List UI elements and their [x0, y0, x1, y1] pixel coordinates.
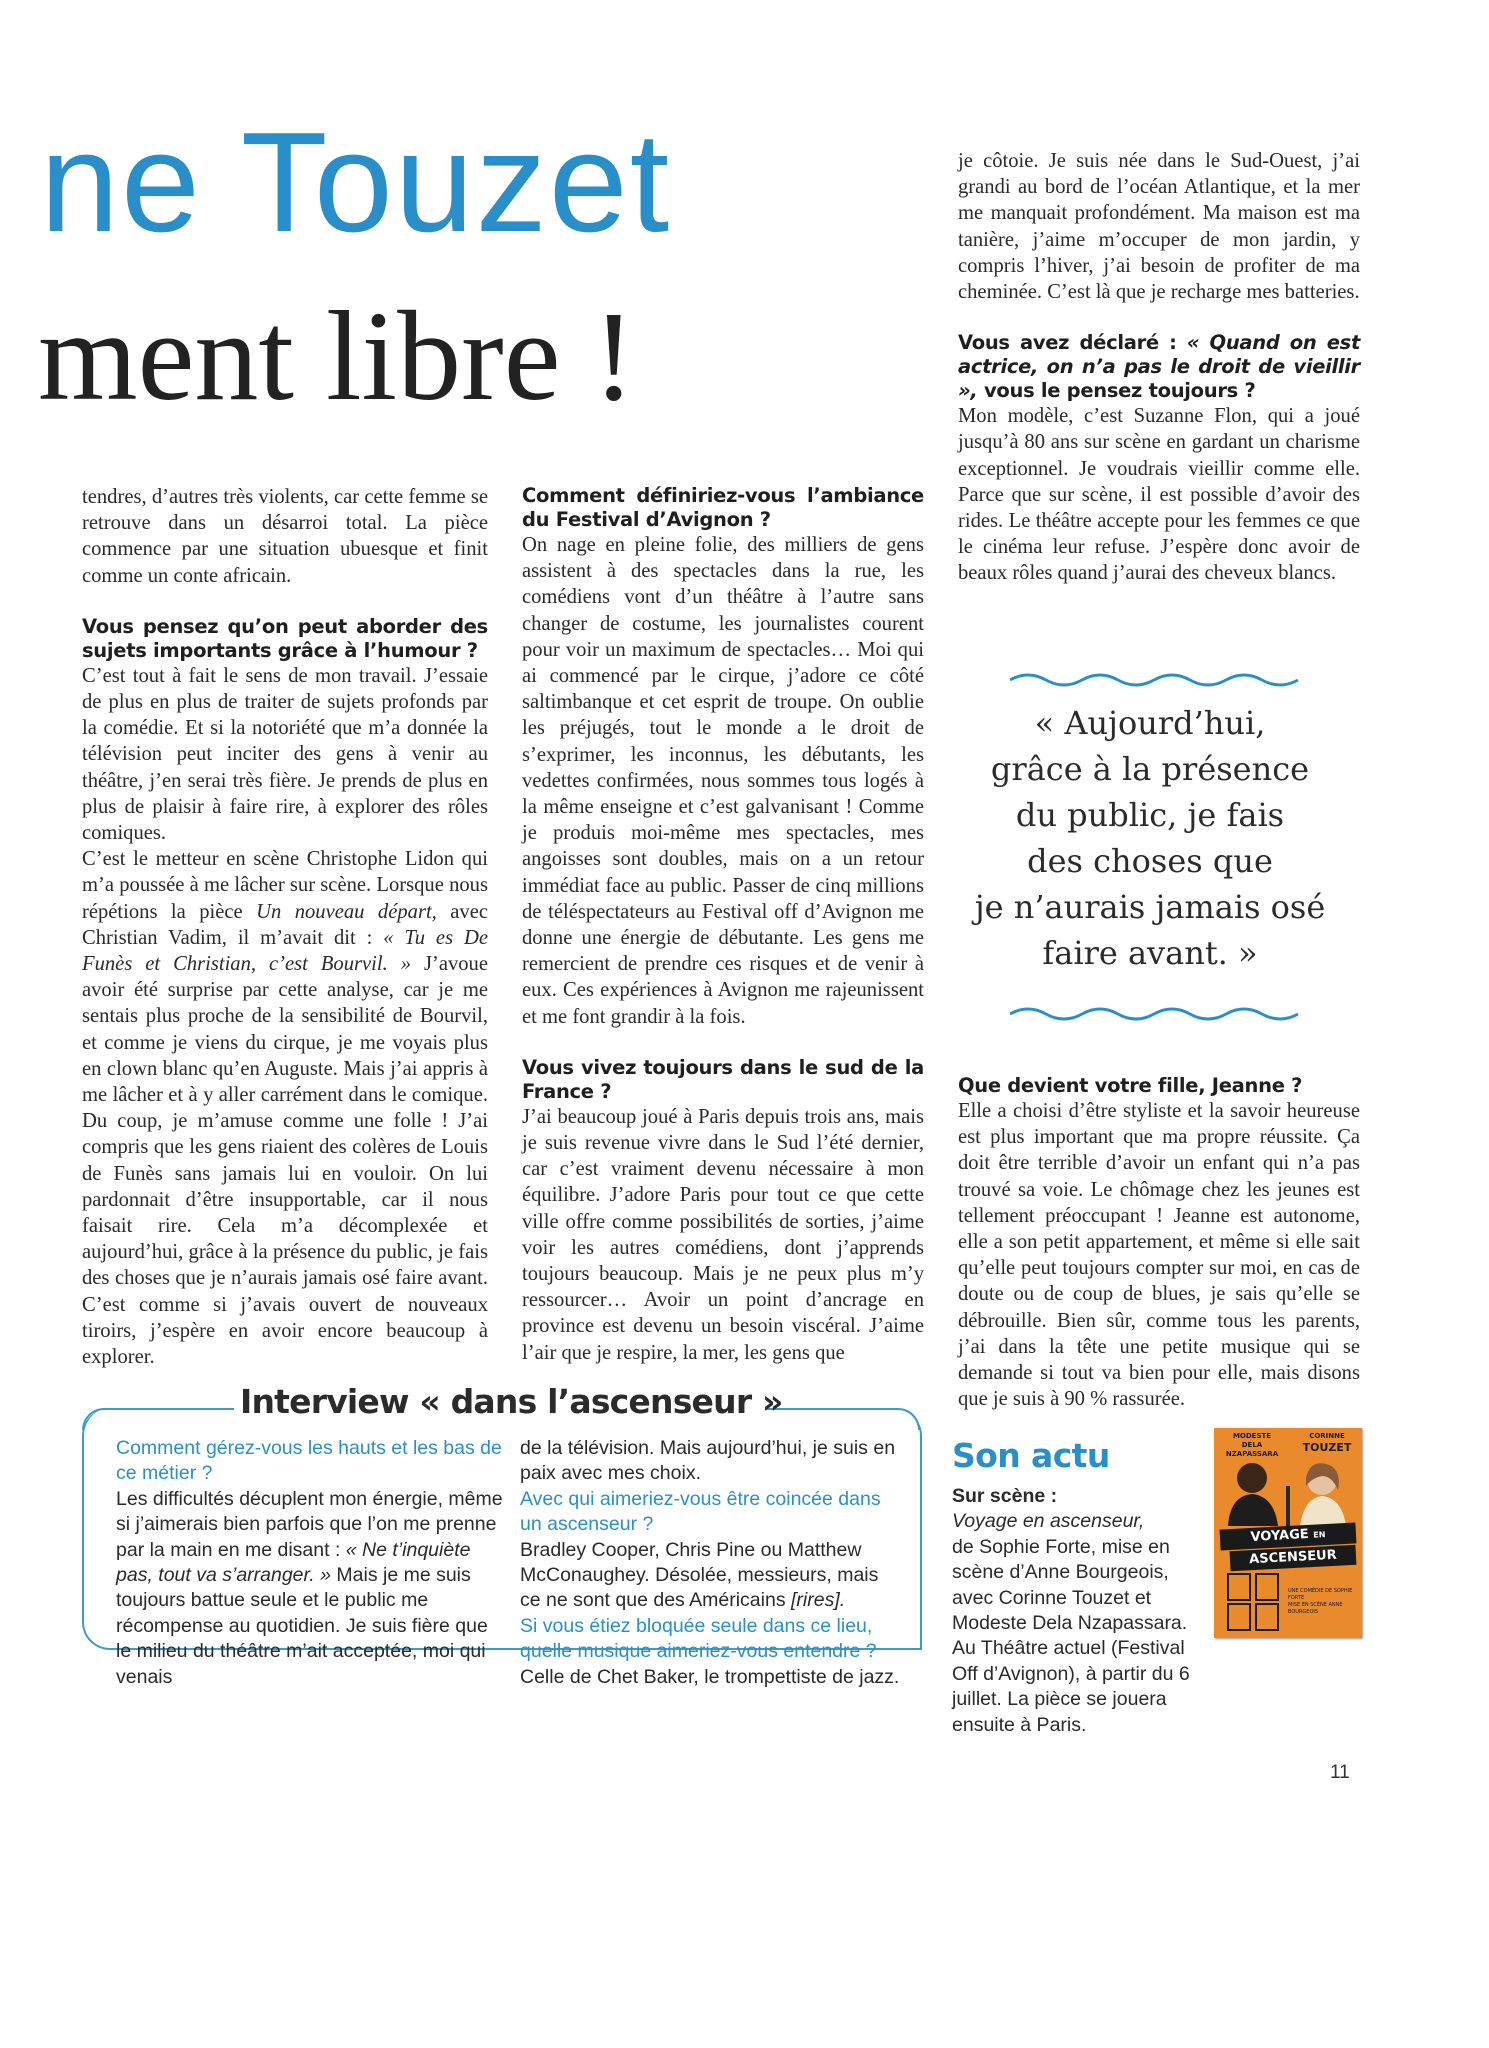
poster-actor-1-last: DELA NZAPASSARA [1225, 1441, 1279, 1458]
actu-play-title: Voyage en ascenseur, [952, 1510, 1145, 1533]
column-3-lower [958, 1074, 1360, 1412]
poster-figures [1224, 1572, 1284, 1632]
poster-title-word-2: EN [1313, 1530, 1326, 1540]
column-1 [82, 484, 488, 1370]
col1-answer-2: C’est le metteur en scène Christophe Lidon qui m’a poussée à me lâcher sur scène. Lorsque nous répétions la pièce Un nouveau départ, avec Christian Vadim, il m’avait dit : « Tu es De Funès et Christian, c’est Bourvil. » J’avoue avoir été surprise par cette analyse, car je me sentais plus proche de la sensibilité de Bourvil, et comme je viens du cirque, je me voyais plus en clown blanc qu’en Auguste. Mais j’ai appris à me lâcher et à y aller carrément dans le comique. Du coup, je m’amuse comme une folle ! J’ai compris que les gens riaient des colères de Louis de Funès sans jamais lui en vouloir. On lui pardonnait d’être insupportable, car il nous faisait rire. Cela m’a décomplexée et aujourd’hui, grâce à la présence du public, je fais des choses que je n’aurais jamais osé faire avant. C’est comme si j’avais ouvert de nouveaux tiroirs, j’espère en avoir encore beaucoup à explorer. [82, 848, 488, 1369]
poster-actor-1-first: MODESTE [1232, 1432, 1272, 1440]
box-question-3: Si vous étiez bloquée seule dans ce lieu, quelle musique aimeriez-vous entendre ? [520, 1614, 877, 1663]
col3-question-1: Vous avez déclaré : « Quand on est actrice, on n’a pas le droit de vieillir », vous le pensez toujours ? [958, 331, 1360, 403]
box-answer-3: Celle de Chet Baker, le trompettiste de jazz. [520, 1665, 900, 1688]
title-line-2: ment libre ! [38, 285, 636, 427]
box-answer-1: Les difficultés décuplent mon énergie, même si j’aimerais bien parfois que l’on me prenne par la main en me disant : « Ne t’inquiète pas, tout va s’arranger. » Mais je me suis toujours battue seule et le public me récompense au quotidien. Je suis fière que le milieu du théâtre m’ait acceptée, moi qui venais [116, 1487, 503, 1688]
col2-answer-2: J’ai beaucoup joué à Paris depuis trois ans, mais je suis revenue vivre dans le Sud l’été dernier, car c’est vraiment devenu nécessaire à mon équilibre. J’adore Paris pour tout ce que cette ville offre comme possibilités de sorties, j’aime voir les autres comédiens, dont j’apprends toujours beaucoup. Mais je ne peux plus m’y ressourcer… Avoir un point d’ancrage en province est devenu un besoin viscéral. J’aime l’air que je respire, la mer, les gens que [522, 1105, 924, 1364]
pull-quote [950, 700, 1350, 976]
actu-title: Son actu [952, 1436, 1110, 1475]
poster-actor-2 [1294, 1432, 1360, 1454]
pull-quote-line: « Aujourd’hui, [1034, 704, 1266, 742]
title-line-1: ne Touzet [40, 103, 672, 262]
column-2 [522, 484, 924, 1366]
poster-actor-2-last: TOUZET [1302, 1441, 1352, 1454]
actu-text [952, 1484, 1212, 1738]
actu-details: de Sophie Forte, mise en scène d’Anne Bourgeois, avec Corinne Touzet et Modeste Dela Nzapassara. Au Théâtre actuel (Festival Off d’Avignon), à partir du 6 juillet. La pièce se jouera ensuite à Paris. [952, 1535, 1190, 1736]
box-answer-2: Bradley Cooper, Chris Pine ou Matthew McConaughey. Désolée, messieurs, mais ce ne sont que des Américains [rires]. [520, 1538, 879, 1612]
col1-paragraph-1: tendres, d’autres très violents, car cette femme se retrouve dans un désarroi total. La pièce commence par une situation ubuesque et finit comme un conte africain. [82, 486, 488, 587]
box-question-1: Comment gérez-vous les hauts et les bas de ce métier ? [116, 1437, 502, 1485]
col3-paragraph-1: je côtoie. Je suis née dans le Sud-Ouest, j’ai grandi au bord de l’océan Atlantique, et la mer me manquait profondément. Ma maison est ma tanière, j’aime m’occuper de mon jardin, y compris l’hiver, j’ai besoin de profiter de ma cheminée. C’est là que je recharge mes batteries. [958, 150, 1360, 304]
pull-quote-line: grâce à la présence [990, 750, 1310, 788]
actu-label: Sur scène : [952, 1485, 1058, 1507]
interview-box-title: Interview « dans l’ascenseur » [240, 1382, 783, 1421]
pull-quote-line: faire avant. » [1042, 934, 1258, 972]
pull-quote-line: du public, je fais [1015, 796, 1285, 834]
col1-question-1: Vous pensez qu’on peut aborder des sujets importants grâce à l’humour ? [82, 614, 488, 662]
poster-credit-1: UNE COMÉDIE DE SOPHIE FORTE [1288, 1588, 1353, 1601]
wave-divider-bottom [1010, 1004, 1310, 1024]
box-question-2: Avec qui aimeriez-vous être coincée dans un ascenseur ? [520, 1487, 881, 1536]
box-column-1 [116, 1436, 506, 1690]
play-poster [1214, 1428, 1362, 1638]
poster-photo [1214, 1456, 1362, 1526]
poster-credits [1288, 1588, 1358, 1616]
col3-question-2: Que devient votre fille, Jeanne ? [958, 1074, 1303, 1097]
pull-quote-line: je n’aurais jamais osé [974, 888, 1326, 926]
poster-title-2: ASCENSEUR [1230, 1545, 1357, 1572]
poster-actor-2-first: CORINNE [1309, 1432, 1345, 1440]
col2-answer-1: On nage en pleine folie, des milliers de gens assistent à des spectacles dans la rue, les comédiens vont d’un théâtre à l’autre sans changer de costume, les journalistes courent pour voir un maximum de spectacles… Moi qui ai commencé par le cirque, j’adore ce côté saltimbanque et cet esprit de troupe. On oublie les préjugés, tout le monde a le droit de s’exprimer, les inconnus, les débutants, les vedettes confirmées, nous sommes tous logés à la même enseigne et c’est galvanisant ! Comme je produis moi-même mes spectacles, mes angoisses sont doubles, mais on a un retour immédiat face au public. Passer de cinq millions de téléspectateurs au Festival off d’Avignon me donne une énergie de débutante. Les gens me remercient de prendre ces risques et de venir à eux. Ces expériences à Avignon me rajeunissent et me font grandir à la fois. [522, 534, 924, 1028]
col3-answer-1: Mon modèle, c’est Suzanne Flon, qui a joué jusqu’à 80 ans sur scène en gardant un charisme exceptionnel. Je voudrais vieillir comme elle. Parce que sur scène, il est possible d’avoir des rides. Le théâtre accepte pour les femmes ce que le cinéma leur refuse. J’espère donc avoir de beaux rôles quand j’aurai des cheveux blancs. [958, 405, 1360, 585]
poster-title-word-1: VOYAGE [1250, 1526, 1310, 1545]
col2-question-2: Vous vivez toujours dans le sud de la France ? [522, 1055, 924, 1103]
column-3 [958, 148, 1360, 587]
box-answer-1-cont: de la télévision. Mais aujourd’hui, je suis en paix avec mes choix. [520, 1437, 896, 1485]
poster-credit-2: MISE EN SCÈNE ANNE BOURGEOIS [1288, 1602, 1343, 1615]
wave-divider-top [1010, 670, 1310, 690]
box-column-2 [520, 1436, 900, 1690]
col1-answer-1: C’est tout à fait le sens de mon travail. J’essaie de plus en plus de traiter de sujets profonds par la comédie. Et si la notoriété que m’a donnée la télévision peut inciter des gens à venir au théâtre, j’en serai très fière. Je prends de plus en plus de plaisir à faire rire, à explorer des rôles comiques. [82, 664, 488, 845]
col2-question-1: Comment définiriez-vous l’ambiance du Festival d’Avignon ? [522, 484, 924, 531]
page-number: 11 [1330, 1762, 1350, 1783]
col3-answer-2: Elle a choisi d’être styliste et la savoir heureuse est plus important que ma propre réussite. Ça doit être terrible d’avoir un enfant qui n’a pas trouvé sa voie. Le chômage chez les jeunes est tellement préoccupant ! Jeanne est autonome, elle a son petit appartement, et même si elle sait qu’elle peut toujours compter sur moi, en cas de doute ou de coup de blues, je sais qu’elle se débrouille. Bien sûr, comme tous les parents, j’ai dans la tête une petite musique qui se demande si tout va bien pour elle, mais disons que je suis à 90 % rassurée. [958, 1100, 1360, 1411]
pull-quote-line: des choses que [1027, 842, 1273, 880]
poster-actor-1 [1218, 1432, 1286, 1459]
